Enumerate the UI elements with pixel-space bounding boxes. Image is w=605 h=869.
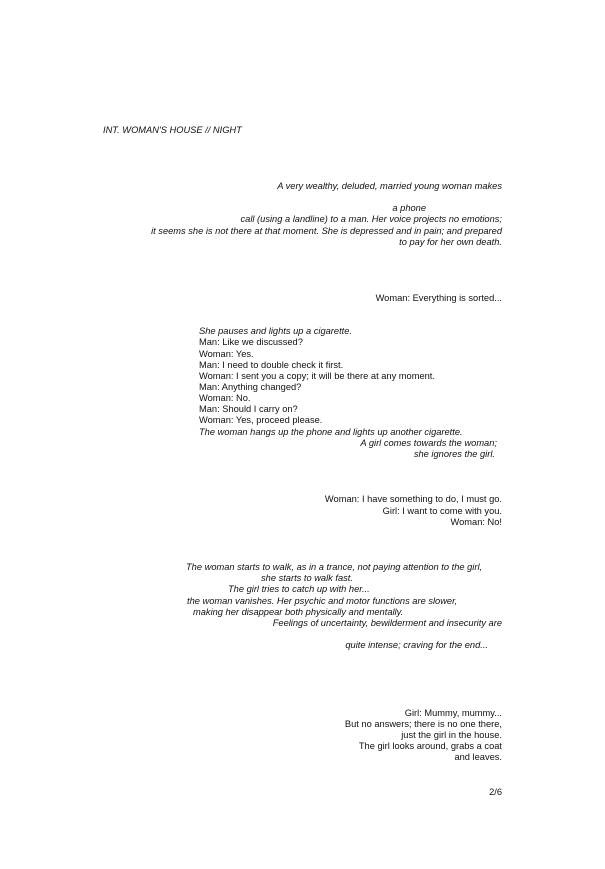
intro-line-4: it seems she is not there at that moment. She is depressed and in pain; and prepared: [151, 226, 502, 236]
girl-approach-line-2: she ignores the girl.: [413, 449, 495, 459]
scene-heading: INT. WOMAN'S HOUSE // NIGHT: [103, 125, 242, 135]
phone-call-line-3: Woman: Yes.: [199, 349, 254, 359]
intro-line-3: call (using a landline) to a man. Her voice projects no emotions;: [240, 214, 502, 224]
dialogue-exit-line-2: Girl: I want to come with you.: [382, 506, 502, 516]
dialogue-exit-line-1: Woman: I have something to do, I must go.: [324, 494, 502, 504]
intro-line-5: to pay for her own death.: [399, 237, 502, 247]
intro-line-1: A very wealthy, deluded, married young woman makes: [277, 181, 502, 191]
girl-approach-line-1: A girl comes towards the woman;: [360, 438, 497, 448]
phone-call-line-10: The woman hangs up the phone and lights up another cigarette.: [199, 427, 463, 437]
intro-line-2: a phone: [392, 203, 426, 213]
page-number: 2/6: [489, 787, 502, 797]
trance-line-1: The woman starts to walk, as in a trance, not paying attention to the girl,: [186, 562, 483, 572]
ending-line-5: and leaves.: [454, 752, 502, 762]
ending-line-1: Girl: Mummy, mummy...: [404, 708, 502, 718]
trance-line-2: she starts to walk fast.: [261, 573, 353, 583]
phone-call-line-6: Man: Anything changed?: [199, 382, 302, 392]
line-everything-sorted: Woman: Everything is sorted...: [375, 293, 502, 303]
phone-call-line-8: Man: Should I carry on?: [199, 404, 298, 414]
phone-call-line-7: Woman: No.: [199, 393, 251, 403]
phone-call-line-2: Man: Like we discussed?: [199, 337, 303, 347]
ending-line-2: But no answers; there is no one there,: [344, 719, 502, 729]
dialogue-exit-line-3: Woman: No!: [450, 517, 502, 527]
phone-call-line-9: Woman: Yes, proceed please.: [199, 415, 323, 425]
trance-line-3: The girl tries to catch up with her...: [228, 584, 370, 594]
trance-line-6: Feelings of uncertainty, bewilderment and insecurity are: [272, 618, 502, 628]
trance-line-5: making her disappear both physically and mentally.: [193, 607, 404, 617]
phone-call-line-5: Woman: I sent you a copy; it will be there at any moment.: [199, 371, 435, 381]
ending-line-4: The girl looks around, grabs a coat: [358, 741, 502, 751]
trance-line-7: quite intense; craving for the end...: [345, 640, 488, 650]
ending-line-3: just the girl in the house.: [401, 730, 502, 740]
phone-call-line-4: Man: I need to double check it first.: [199, 360, 344, 370]
phone-call-line-1: She pauses and lights up a cigarette.: [199, 326, 352, 336]
trance-line-4: the woman vanishes. Her psychic and motor functions are slower,: [187, 596, 458, 606]
